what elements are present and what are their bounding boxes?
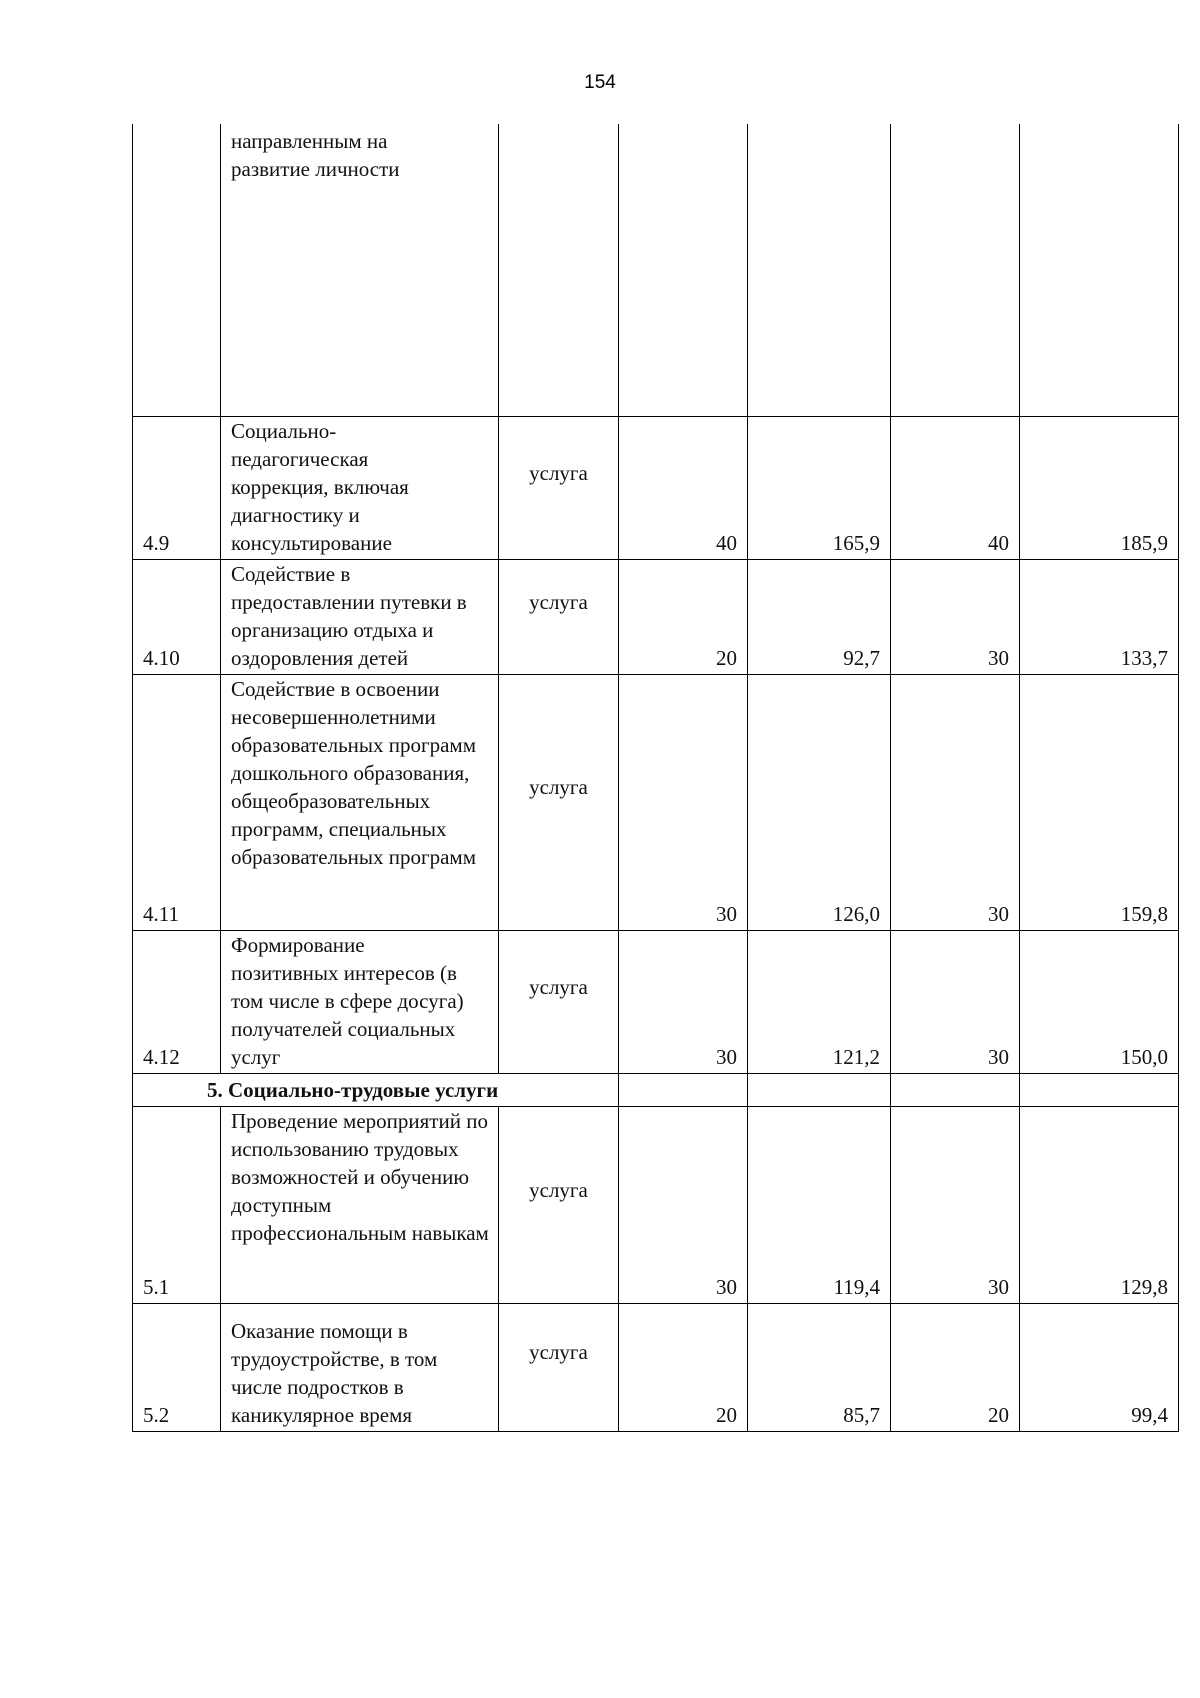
value-4: 159,8 (1020, 674, 1179, 930)
value-2 (748, 124, 891, 416)
value-4: 99,4 (1020, 1303, 1179, 1431)
services-table (132, 124, 1179, 1432)
table-row-4-9 (133, 416, 1179, 559)
value-1: 40 (619, 416, 748, 559)
row-number: 4.9 (133, 416, 221, 559)
table-row-5-2 (133, 1303, 1179, 1431)
service-name: Содействие в предоставлении путевки в организацию отдыха и оздоровления детей (221, 559, 499, 674)
table-row-4-12 (133, 930, 1179, 1073)
value-4: 185,9 (1020, 416, 1179, 559)
service-name: Оказание помощи в трудоустройстве, в том числе подростков в каникулярное время (221, 1303, 499, 1431)
value-2: 92,7 (748, 559, 891, 674)
value-3: 40 (891, 416, 1020, 559)
value-4: 129,8 (1020, 1106, 1179, 1303)
value-4: 133,7 (1020, 559, 1179, 674)
value-2: 165,9 (748, 416, 891, 559)
table-row-4-11 (133, 674, 1179, 930)
service-name: Социально-педагогическая коррекция, включая диагностику и консультирование (221, 416, 499, 559)
section-cell (748, 1073, 891, 1106)
page-number: 154 (584, 72, 616, 93)
value-1: 20 (619, 559, 748, 674)
row-number: 5.2 (133, 1303, 221, 1431)
value-3: 30 (891, 930, 1020, 1073)
service-name: направленным на развитие личности (221, 124, 499, 416)
row-number (133, 124, 221, 416)
value-1: 30 (619, 674, 748, 930)
value-2: 121,2 (748, 930, 891, 1073)
service-name: Проведение мероприятий по использованию трудовых возможностей и обучению доступным профессиональным навыкам (221, 1106, 499, 1303)
service-name: Формирование позитивных интересов (в том числе в сфере досуга) получателей социальных услуг (221, 930, 499, 1073)
section-cell (891, 1073, 1020, 1106)
section-row (133, 1073, 1179, 1106)
table-row-4-10 (133, 559, 1179, 674)
value-2: 85,7 (748, 1303, 891, 1431)
row-number: 4.11 (133, 674, 221, 930)
row-number: 4.12 (133, 930, 221, 1073)
value-4 (1020, 124, 1179, 416)
service-name: Содействие в освоении несовершеннолетними образовательных программ дошкольного образования, общеобразовательных программ, специальных образовательных программ (221, 674, 499, 930)
unit (499, 124, 619, 416)
value-1: 30 (619, 1106, 748, 1303)
unit: услуга (499, 930, 619, 1073)
unit: услуга (499, 1106, 619, 1303)
value-3: 30 (891, 674, 1020, 930)
section-cell (619, 1073, 748, 1106)
section-cell (1020, 1073, 1179, 1106)
value-1: 20 (619, 1303, 748, 1431)
value-3: 20 (891, 1303, 1020, 1431)
section-title: 5. Социально-трудовые услуги (133, 1073, 619, 1106)
value-1 (619, 124, 748, 416)
value-2: 126,0 (748, 674, 891, 930)
value-1: 30 (619, 930, 748, 1073)
unit: услуга (499, 416, 619, 559)
unit: услуга (499, 559, 619, 674)
value-3 (891, 124, 1020, 416)
value-2: 119,4 (748, 1106, 891, 1303)
value-3: 30 (891, 1106, 1020, 1303)
unit: услуга (499, 674, 619, 930)
row-number: 4.10 (133, 559, 221, 674)
row-number: 5.1 (133, 1106, 221, 1303)
value-4: 150,0 (1020, 930, 1179, 1073)
table-row-5-1 (133, 1106, 1179, 1303)
unit: услуга (499, 1303, 619, 1431)
value-3: 30 (891, 559, 1020, 674)
table-row-continuation (133, 124, 1179, 416)
